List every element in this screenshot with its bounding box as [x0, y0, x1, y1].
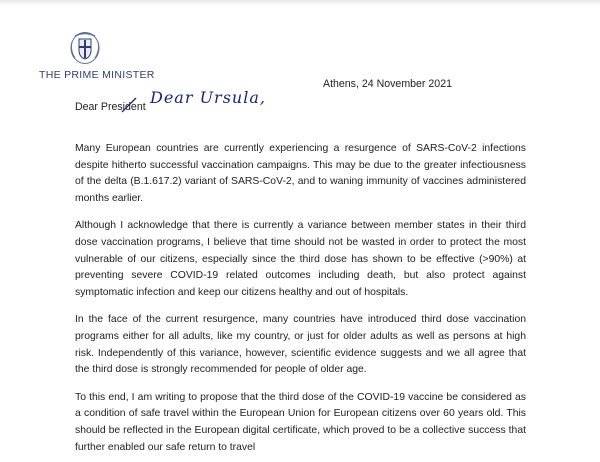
handwritten-salutation: Dear Ursula,: [150, 88, 266, 107]
paragraph-4: To this end, I am writing to propose that the third dose of the COVID-19 vaccine be considered as a condition of safe travel within the European Union for European citizens over 60 years old. This should be reflected in the European digital certificate, which proved to be a collective success that further enabled our safe return to travel: [75, 391, 526, 453]
greek-coat-of-arms-emblem: [70, 30, 100, 64]
paragraph-2: Although I acknowledge that there is currently a variance between member states in their third dose vaccination programs, I believe that time should not be wasted in order to protect the most vulnerable of our citizens, especially since the third dose has shown to be effective (>90%) at preventing severe COVID-19 related outcomes including death, but also protect against symptomatic infection and keep our citizens healthy and out of hospitals.: [75, 220, 526, 298]
paragraph-1: Many European countries are currently experiencing a resurgence of SARS-CoV-2 infections despite hitherto successful vaccination campaigns. This may be due to the greater infectiousness of the delta (B.1.617.2) variant of SARS-CoV-2, and to waning immunity of vaccines administered months earlier.: [75, 143, 526, 204]
date-line: Athens, 24 November 2021: [323, 78, 452, 90]
paragraph-3: In the face of the current resurgence, many countries have introduced third dose vaccination programs either for all adults, like my country, or just for older adults as well as persons at high risk. Independently of this variance, however, scientific evidence suggests and we all agree that the third dose is strongly recommended for people of older age.: [75, 314, 526, 376]
letter-body: [75, 141, 526, 462]
typed-salutation: Dear President: [75, 101, 146, 113]
scan-top-edge: [0, 0, 600, 6]
handwritten-strikethrough: [120, 96, 138, 114]
office-title: THE PRIME MINISTER: [39, 69, 155, 81]
